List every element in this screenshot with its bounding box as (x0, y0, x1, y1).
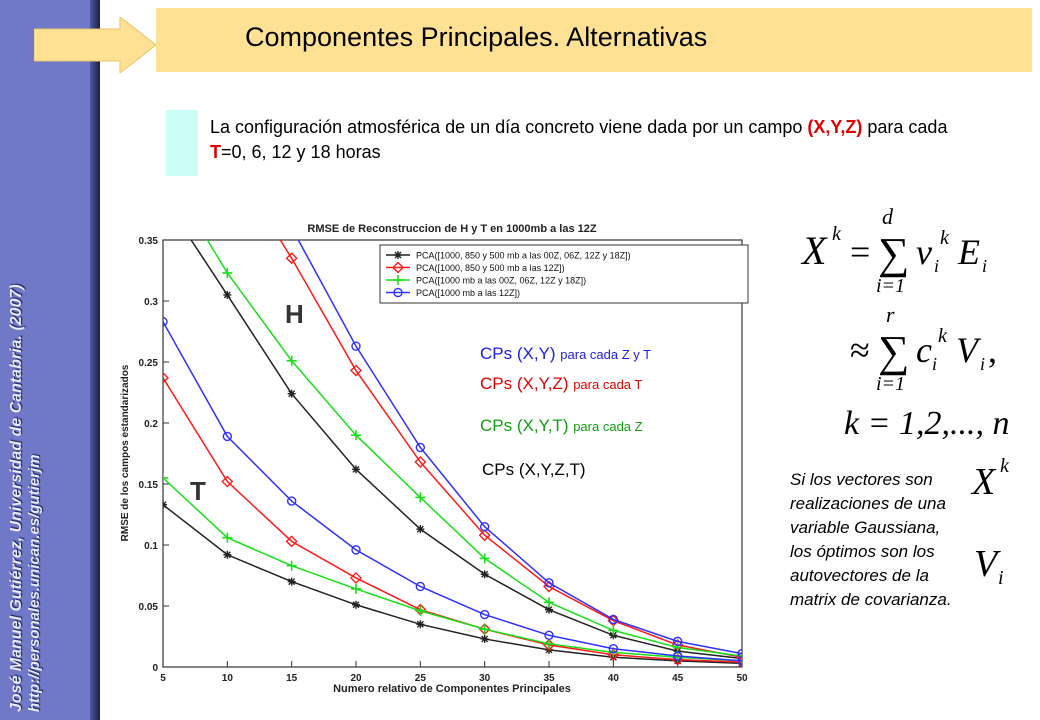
symbol-v-sub: i (998, 567, 1004, 589)
gaussian-note: Si los vectores son realizaciones de una variable Gaussiana, los óptimos son los autovectores de la matrix de covarianza. (790, 470, 952, 609)
formula-e: E (958, 232, 980, 272)
series-h-2 (163, 167, 747, 661)
formula-sum-bottom: i=1 (876, 275, 906, 297)
legend-label: PCA([1000, 850 y 500 mb a las 00Z, 06Z, 12Z y 18Z]) (416, 250, 631, 261)
formula-sum2-bottom: i=1 (876, 373, 906, 395)
legend-label: PCA([1000 mb a las 12Z]) (416, 288, 521, 298)
formula-c: c (916, 330, 932, 370)
formula-v-sup: k (940, 227, 949, 249)
cps-xyz-main: CPs (X,Y,Z) (480, 374, 574, 393)
y-tick-label: 0 (152, 663, 158, 674)
formula-comma: , (988, 330, 997, 370)
group-label-t: T (190, 476, 206, 506)
chart-ylabel: RMSE de los campos estandarizados (120, 364, 131, 542)
pca-formulas (790, 196, 1030, 446)
series-t-5 (158, 373, 747, 667)
formula-v: v (916, 232, 932, 272)
y-tick-label: 0.25 (138, 358, 158, 369)
intro-part1: La configuración atmosférica de un día concreto viene dada por un campo (210, 117, 808, 137)
series-h-3 (163, 57, 746, 658)
legend-entry (386, 251, 631, 261)
vector-symbols (968, 452, 1038, 592)
series-line (163, 63, 742, 657)
group-label-h: H (285, 299, 304, 329)
page-title: Componentes Principales. Alternativas (245, 22, 708, 52)
x-tick-label: 50 (736, 673, 748, 684)
y-tick-label: 0.05 (138, 602, 158, 613)
cps-xy-main: CPs (X,Y) (480, 344, 561, 363)
author-url: http://personales.unican.es/gutierjm (26, 454, 43, 712)
y-tick-label: 0.1 (144, 541, 158, 552)
formula-x: X (802, 228, 827, 273)
series-t-7 (159, 318, 746, 665)
symbol-x-sup: k (1000, 455, 1009, 477)
x-tick-label: 10 (221, 673, 233, 684)
formula-approx: ≈ (850, 330, 870, 370)
x-tick-label: 40 (607, 673, 619, 684)
y-tick-label: 0.35 (138, 236, 158, 247)
cps-xyzt-note (482, 460, 586, 480)
chart-xlabel: Numero relativo de Componentes Principales (333, 683, 571, 695)
cps-xyt-main: CPs (X,Y,T) (480, 416, 574, 435)
y-tick-label: 0.15 (138, 480, 158, 491)
x-tick-label: 5 (160, 673, 166, 684)
cps-xy-note (480, 344, 651, 364)
cps-xyz-note (480, 374, 642, 394)
formula-sum-top: d (882, 204, 893, 229)
intro-part3: =0, 6, 12 y 18 horas (221, 142, 381, 162)
formula-c-sup: k (938, 325, 947, 347)
cps-xyt-small: para cada Z (573, 419, 643, 434)
formula-v-sub: i (934, 256, 940, 276)
cps-xy-small: para cada Z y T (560, 347, 652, 362)
symbol-v: V (974, 543, 998, 585)
legend-entry (386, 275, 586, 286)
formula-x-sup: k (832, 223, 841, 245)
formula-sum2-top: r (886, 302, 895, 327)
symbol-x: X (972, 461, 996, 503)
formula-c-sub: i (932, 354, 938, 374)
x-tick-label: 20 (350, 673, 362, 684)
cps-xyzt-main: CPs (X,Y,Z,T) (482, 460, 586, 479)
formula-sum-1: ∑ (878, 229, 910, 278)
series-line (163, 322, 742, 661)
formula-v2-sub: i (980, 354, 986, 374)
series-h-1 (163, 63, 747, 662)
y-tick-label: 0.2 (144, 419, 158, 430)
formula-sum-2: ∑ (878, 327, 910, 376)
legend-label: PCA([1000, 850 y 500 mb a las 12Z]) (416, 263, 565, 273)
x-tick-label: 15 (286, 673, 298, 684)
x-tick-label: 30 (479, 673, 491, 684)
legend-label: PCA([1000 mb a las 00Z, 06Z, 12Z y 18Z]) (416, 275, 587, 286)
chart-title: RMSE de Reconstruccion de H y T en 1000mb a las 12Z (307, 223, 597, 235)
x-tick-label: 25 (414, 673, 426, 684)
x-tick-label: 45 (672, 673, 684, 684)
formula-eq: = (850, 232, 871, 272)
cps-xyt-note (480, 416, 643, 436)
formula-e-sub: i (982, 256, 988, 276)
intro-part2: para cada (862, 117, 948, 137)
formula-k-range: k = 1,2,..., n (844, 405, 1010, 442)
y-tick-label: 0.3 (144, 297, 158, 308)
formula-v2: V (956, 330, 978, 370)
intro-t: T (210, 142, 221, 162)
x-tick-label: 35 (543, 673, 555, 684)
intro-xyz: (X,Y,Z) (807, 117, 863, 137)
cps-xyz-small: para cada T (573, 377, 643, 392)
series-t-6 (158, 473, 747, 666)
author-line: José Manuel Gutiérrez, Universidad de Cantabria. (2007) (8, 284, 25, 712)
